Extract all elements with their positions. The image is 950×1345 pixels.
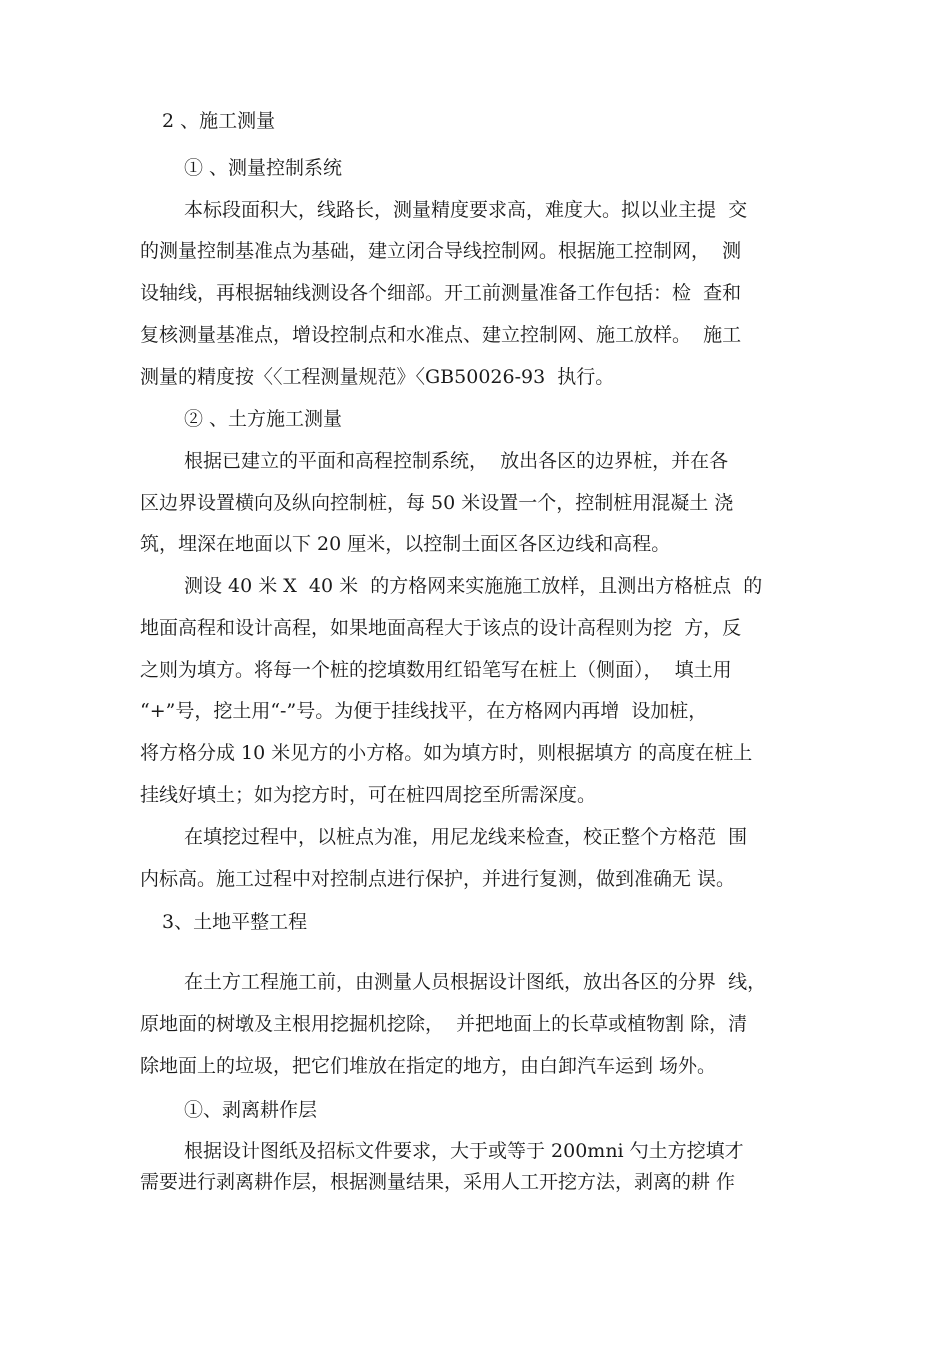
subsection-2-2-heading: ② 、土方施工测量 bbox=[184, 408, 343, 430]
paragraph-3-line-5: 将方格分成 10 米见方的小方格。如为填方时，则根据填方 的高度在桩上 bbox=[140, 742, 753, 764]
paragraph-4-line-1: 在填挖过程中，以桩点为准，用尼龙线来检查，校正整个方格范 围 bbox=[184, 826, 748, 848]
paragraph-1-line-3: 设轴线，再根据轴线测设各个细部。开工前测量准备工作包括：检 查和 bbox=[140, 282, 742, 304]
paragraph-1-line-1: 本标段面积大，线路长，测量精度要求高，难度大。拟以业主提 交 bbox=[184, 199, 748, 221]
paragraph-6-line-2: 需要进行剥离耕作层，根据测量结果，采用人工开挖方法，剥离的耕 作 bbox=[140, 1171, 736, 1193]
paragraph-4-line-2: 内标高。施工过程中对控制点进行保护，并进行复测，做到准确无 误。 bbox=[140, 868, 736, 890]
paragraph-2-line-1: 根据已建立的平面和高程控制系统， 放出各区的边界桩，并在各 bbox=[184, 450, 729, 472]
subsection-2-1-heading: ① 、测量控制系统 bbox=[184, 157, 343, 179]
paragraph-1-line-5: 测量的精度按〈〈工程测量规范》〈GB50026-93 执行。 bbox=[140, 366, 615, 388]
paragraph-2-line-2: 区边界设置横向及纵向控制桩，每 50 米设置一个，控制桩用混凝土 浇 bbox=[140, 492, 734, 514]
paragraph-1-line-4: 复核测量基准点，增设控制点和水准点、建立控制网、施工放样。 施工 bbox=[140, 324, 742, 346]
section-2-heading: 2 、施工测量 bbox=[162, 110, 276, 132]
paragraph-5-line-1: 在土方工程施工前，由测量人员根据设计图纸，放出各区的分界 线， bbox=[184, 971, 767, 993]
paragraph-3-line-6: 挂线好填土；如为挖方时，可在桩四周挖至所需深度。 bbox=[140, 784, 597, 806]
paragraph-3-line-2: 地面高程和设计高程，如果地面高程大于该点的设计高程则为挖 方，反 bbox=[140, 617, 742, 639]
paragraph-5-line-2: 原地面的树墩及主根用挖掘机挖除， 并把地面上的长草或植物割 除，清 bbox=[140, 1013, 748, 1035]
section-3-heading: 3、土地平整工程 bbox=[162, 911, 308, 933]
paragraph-3-line-1: 测设 40 米 X 40 米 的方格网来实施施工放样，且测出方格桩点 的 bbox=[184, 575, 763, 597]
paragraph-1-line-2: 的测量控制基准点为基础，建立闭合导线控制网。根据施工控制网， 测 bbox=[140, 240, 742, 262]
paragraph-2-line-3: 筑，埋深在地面以下 20 厘米，以控制土面区各区边线和高程。 bbox=[140, 533, 671, 555]
paragraph-5-line-3: 除地面上的垃圾，把它们堆放在指定的地方，由白卸汽车运到 场外。 bbox=[140, 1055, 717, 1077]
subsection-3-1-heading: ①、剥离耕作层 bbox=[184, 1099, 318, 1121]
paragraph-3-line-4: “+”号，挖土用“-”号。为便于挂线找平，在方格网内再增 设加桩， bbox=[140, 700, 708, 722]
paragraph-3-line-3: 之则为填方。将每一个桩的挖填数用红铅笔写在桩上（侧面）， 填土用 bbox=[140, 659, 732, 681]
paragraph-6-line-1: 根据设计图纸及招标文件要求，大于或等于 200mni 勺土方挖填才 bbox=[184, 1140, 744, 1162]
